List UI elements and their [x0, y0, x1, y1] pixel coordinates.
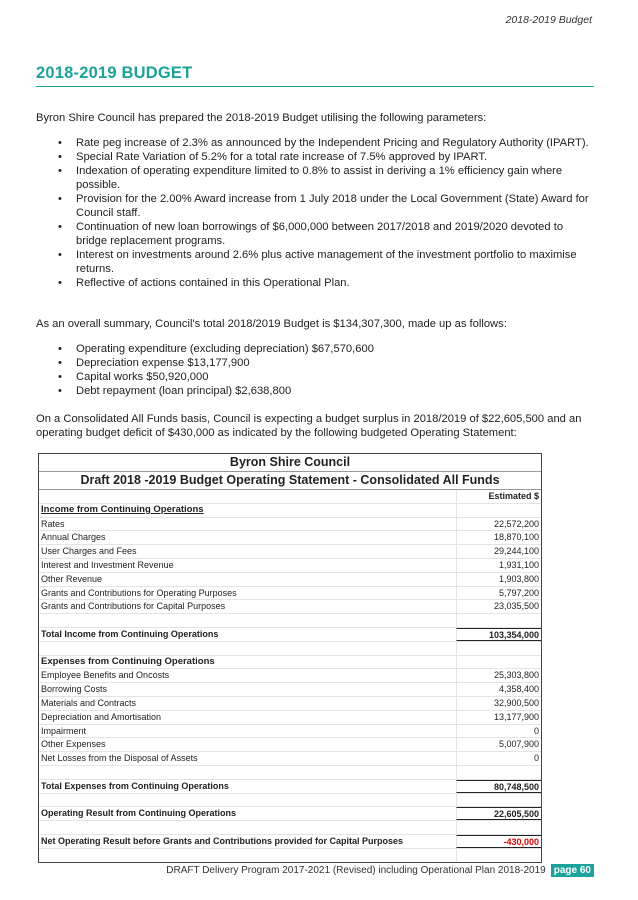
row-value: 4,358,400 — [456, 683, 541, 696]
row-value: 32,900,500 — [456, 697, 541, 710]
net-operating-result-row — [39, 835, 541, 849]
expenses-heading: Expenses from Continuing Operations — [41, 655, 215, 667]
list-item: • Operating expenditure (excluding depreciation) $67,570,600 — [36, 342, 596, 356]
row-label: Employee Benefits and Oncosts — [41, 670, 170, 681]
row-value: 23,035,500 — [456, 600, 541, 613]
row-label: Borrowing Costs — [41, 684, 108, 695]
row-value: 22,572,200 — [456, 518, 541, 531]
empty-cell — [39, 766, 456, 779]
empty-cell — [456, 642, 541, 655]
table-row — [39, 669, 541, 683]
column-header-row — [39, 490, 541, 504]
table-row — [39, 725, 541, 739]
column-header-spacer — [39, 490, 456, 503]
summary-list-wrap — [36, 342, 596, 398]
row-label: Annual Charges — [41, 532, 106, 543]
row-value: 5,007,900 — [456, 738, 541, 751]
summary-list — [36, 342, 596, 398]
consolidated-paragraph: On a Consolidated All Funds basis, Council is expecting a budget surplus in 2018/2019 of $22,605,500 and an operating budget deficit of $430,000 as indicated by the following budgeted Operating Statement: — [36, 413, 582, 439]
parameters-list-wrap — [36, 136, 596, 290]
empty-cell — [456, 504, 541, 517]
list-item: • Special Rate Variation of 5.2% for a total rate increase of 7.5% approved by IPART. — [36, 150, 596, 164]
row-label: Operating Result from Continuing Operations — [41, 808, 237, 819]
income-heading-row — [39, 504, 541, 518]
row-label: Total Income from Continuing Operations — [41, 628, 219, 639]
list-item: • Continuation of new loan borrowings of $6,000,000 between 2017/2018 and 2019/2020 devoted to bridge replacement programs. — [36, 220, 596, 248]
total-income-row — [39, 628, 541, 642]
row-value: 18,870,100 — [456, 531, 541, 544]
empty-cell — [456, 849, 541, 862]
running-header: 2018-2019 Budget — [505, 14, 592, 26]
operating-statement-table — [38, 453, 542, 863]
table-row — [39, 573, 541, 587]
income-heading: Income from Continuing Operations — [41, 503, 204, 515]
row-value: 1,903,800 — [456, 573, 541, 586]
column-header-estimated: Estimated $ — [456, 490, 541, 503]
list-item: • Debt repayment (loan principal) $2,638,800 — [36, 384, 596, 398]
row-value: -430,000 — [456, 835, 541, 848]
empty-cell — [39, 642, 456, 655]
empty-cell — [456, 821, 541, 834]
empty-cell — [39, 614, 456, 627]
page-title: 2018-2019 BUDGET — [36, 64, 594, 87]
empty-cell — [456, 766, 541, 779]
row-value: 25,303,800 — [456, 669, 541, 682]
empty-cell — [39, 849, 456, 862]
table-row — [39, 559, 541, 573]
blank-row — [39, 849, 541, 862]
parameters-list — [36, 136, 596, 290]
expenses-heading-row — [39, 656, 541, 670]
empty-cell — [456, 656, 541, 669]
summary-paragraph: As an overall summary, Council's total 2018/2019 Budget is $134,307,300, made up as follows: — [36, 318, 507, 330]
row-label: Impairment — [41, 725, 87, 736]
list-item: • Rate peg increase of 2.3% as announced by the Independent Pricing and Regulatory Authority (IPART). — [36, 136, 596, 150]
list-item: • Capital works $50,920,000 — [36, 370, 596, 384]
operating-result-row — [39, 807, 541, 821]
empty-cell — [39, 794, 456, 807]
row-label: Other Expenses — [41, 739, 106, 750]
row-value: 13,177,900 — [456, 711, 541, 724]
row-value: 0 — [456, 752, 541, 765]
blank-row — [39, 821, 541, 835]
table-row — [39, 518, 541, 532]
table-row — [39, 531, 541, 545]
list-item: • Reflective of actions contained in this Operational Plan. — [36, 276, 596, 290]
table-row — [39, 752, 541, 766]
row-label: Rates — [41, 518, 65, 529]
table-row — [39, 600, 541, 614]
table-row — [39, 587, 541, 601]
page-number-badge: page 60 — [551, 864, 594, 877]
row-label: Interest and Investment Revenue — [41, 559, 174, 570]
empty-cell — [456, 794, 541, 807]
table-row — [39, 683, 541, 697]
empty-cell — [456, 614, 541, 627]
table-row — [39, 545, 541, 559]
table-title: Byron Shire Council — [39, 454, 541, 472]
blank-row — [39, 794, 541, 808]
page-footer — [150, 862, 594, 878]
intro-paragraph: Byron Shire Council has prepared the 2018-2019 Budget utilising the following parameters: — [36, 112, 487, 124]
blank-row — [39, 642, 541, 656]
row-label: Materials and Contracts — [41, 697, 137, 708]
table-row — [39, 697, 541, 711]
row-label: Other Revenue — [41, 573, 103, 584]
row-label: Grants and Contributions for Capital Purposes — [41, 601, 226, 612]
list-item: • Interest on investments around 2.6% plus active management of the investment portfolio to maximise returns. — [36, 248, 596, 276]
row-value: 103,354,000 — [456, 628, 541, 641]
table-row — [39, 738, 541, 752]
row-label: Net Losses from the Disposal of Assets — [41, 753, 198, 764]
row-label: Grants and Contributions for Operating Purposes — [41, 587, 237, 598]
list-item: • Indexation of operating expenditure limited to 0.8% to assist in deriving a 1% efficiency gain where possible. — [36, 164, 596, 192]
list-item: • Provision for the 2.00% Award increase from 1 July 2018 under the Local Government (State) Award for Council staff. — [36, 192, 596, 220]
total-expenses-row — [39, 780, 541, 794]
row-value: 29,244,100 — [456, 545, 541, 558]
row-value: 80,748,500 — [456, 780, 541, 793]
blank-row — [39, 766, 541, 780]
row-value: 22,605,500 — [456, 807, 541, 820]
row-value: 0 — [456, 725, 541, 738]
footer-text: DRAFT Delivery Program 2017-2021 (Revised) including Operational Plan 2018-2019 — [166, 864, 546, 876]
list-item: • Depreciation expense $13,177,900 — [36, 356, 596, 370]
table-row — [39, 711, 541, 725]
blank-row — [39, 614, 541, 628]
table-subtitle: Draft 2018 -2019 Budget Operating Statement - Consolidated All Funds — [39, 472, 541, 490]
row-label: User Charges and Fees — [41, 546, 137, 557]
row-value: 5,797,200 — [456, 587, 541, 600]
empty-cell — [39, 821, 456, 834]
row-label: Depreciation and Amortisation — [41, 711, 162, 722]
row-label: Net Operating Result before Grants and Contributions provided for Capital Purposes — [41, 835, 404, 846]
row-value: 1,931,100 — [456, 559, 541, 572]
row-label: Total Expenses from Continuing Operations — [41, 780, 229, 791]
